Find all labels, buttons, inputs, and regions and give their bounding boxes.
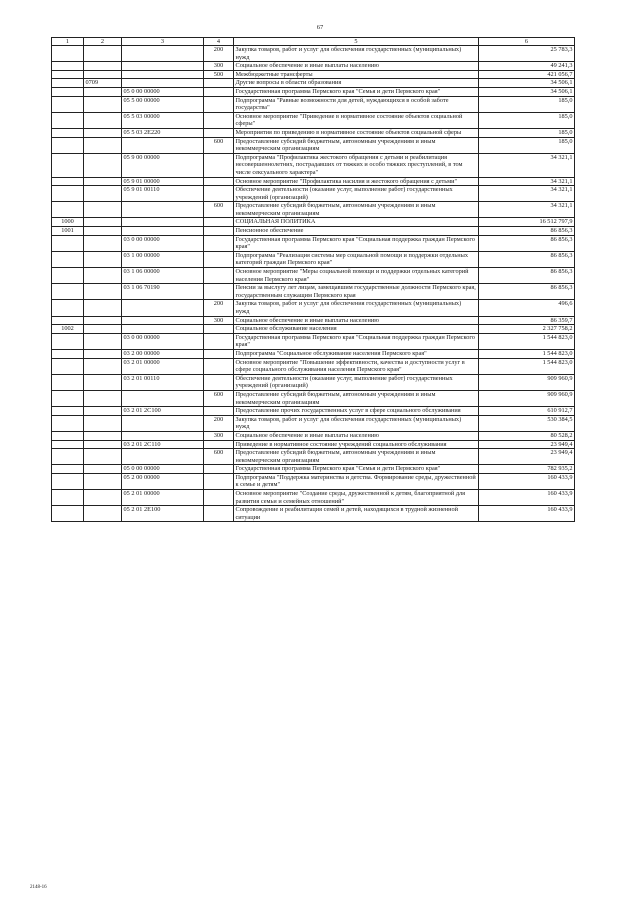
cell-subsection	[84, 325, 122, 334]
cell-name: Обеспечение деятельности (оказание услуг, выполнение работ) государственных учреждений (организаций)	[234, 374, 479, 390]
table-row	[52, 202, 575, 218]
cell-code	[122, 390, 204, 406]
table-row	[52, 349, 575, 358]
cell-name: Подпрограмма "Равные возможности для детей, нуждающихся в особой заботе государства"	[234, 96, 479, 112]
cell-subsection	[84, 218, 122, 227]
table-row	[52, 218, 575, 227]
cell-subsection	[84, 46, 122, 62]
cell-name: Основное мероприятие "Приведение в нормативное состояние объектов социальной сферы"	[234, 112, 479, 128]
cell-type	[204, 87, 234, 96]
cell-code: 05 9 01 00110	[122, 186, 204, 202]
footer-code: 2148-16	[30, 885, 47, 890]
cell-section	[52, 300, 84, 316]
table-row	[52, 407, 575, 416]
cell-name: Государственная программа Пермского края "Семья и дети Пермского края"	[234, 87, 479, 96]
table-row	[52, 79, 575, 88]
cell-subsection	[84, 490, 122, 506]
cell-code	[122, 62, 204, 71]
cell-section	[52, 202, 84, 218]
cell-subsection	[84, 465, 122, 474]
cell-section	[52, 235, 84, 251]
cell-subsection	[84, 128, 122, 137]
cell-amount: 160 433,9	[479, 506, 575, 522]
cell-name: Межбюджетные трансферты	[234, 70, 479, 79]
cell-section	[52, 70, 84, 79]
table-row	[52, 284, 575, 300]
cell-section	[52, 407, 84, 416]
cell-type	[204, 128, 234, 137]
cell-name: Обеспечение деятельности (оказание услуг, выполнение работ) государственных учреждений (организаций)	[234, 186, 479, 202]
cell-name: Подпрограмма "Социальное обслуживание населения Пермского края"	[234, 349, 479, 358]
cell-section	[52, 153, 84, 177]
cell-amount: 1 544 823,0	[479, 349, 575, 358]
table-row	[52, 358, 575, 374]
cell-amount: 23 949,4	[479, 449, 575, 465]
cell-section	[52, 465, 84, 474]
cell-name: Основное мероприятие "Создание среды, дружественной к детям, благоприятной для развития семьи и семейных отношений"	[234, 490, 479, 506]
table-row	[52, 473, 575, 489]
cell-section	[52, 316, 84, 325]
cell-subsection	[84, 415, 122, 431]
cell-amount: 909 960,9	[479, 390, 575, 406]
cell-code: 03 0 00 00000	[122, 333, 204, 349]
cell-name: Приведение в нормативное состояние учреждений социального обслуживания	[234, 440, 479, 449]
cell-type: 600	[204, 390, 234, 406]
cell-amount: 86 359,7	[479, 316, 575, 325]
cell-code: 03 2 01 00110	[122, 374, 204, 390]
cell-code	[122, 449, 204, 465]
cell-type	[204, 473, 234, 489]
header-cell-section: 1	[52, 38, 84, 46]
cell-code: 03 2 01 2С100	[122, 407, 204, 416]
cell-section	[52, 440, 84, 449]
cell-amount: 1 544 823,0	[479, 333, 575, 349]
cell-name: Мероприятия по приведению в нормативное состояние объектов социальной сферы	[234, 128, 479, 137]
cell-name: Предоставление субсидий бюджетным, автономным учреждениям и иным некоммерческим организациям	[234, 202, 479, 218]
cell-code: 03 1 00 00000	[122, 251, 204, 267]
cell-amount: 1 544 823,0	[479, 358, 575, 374]
cell-name: Государственная программа Пермского края "Семья и дети Пермского края"	[234, 465, 479, 474]
cell-name: Закупка товаров, работ и услуг для обеспечения государственных (муниципальных) нужд	[234, 415, 479, 431]
table-row	[52, 490, 575, 506]
cell-subsection: 0709	[84, 79, 122, 88]
cell-name: Социальное обслуживание населения	[234, 325, 479, 334]
cell-section	[52, 251, 84, 267]
cell-type	[204, 186, 234, 202]
cell-subsection	[84, 87, 122, 96]
cell-name: Основное мероприятие "Повышение эффективности, качества и доступности услуг в сфере социального обслуживания населения Пермского края"	[234, 358, 479, 374]
table-row	[52, 440, 575, 449]
table-row	[52, 300, 575, 316]
table-row	[52, 431, 575, 440]
cell-section	[52, 96, 84, 112]
cell-code	[122, 218, 204, 227]
header-cell-amount: 6	[479, 38, 575, 46]
cell-amount: 86 856,3	[479, 235, 575, 251]
cell-code: 05 9 00 00000	[122, 153, 204, 177]
cell-subsection	[84, 186, 122, 202]
table-row	[52, 449, 575, 465]
cell-name: Пенсионное обеспечение	[234, 227, 479, 236]
cell-amount: 25 783,3	[479, 46, 575, 62]
cell-subsection	[84, 449, 122, 465]
cell-name: Закупка товаров, работ и услуг для обеспечения государственных (муниципальных) нужд	[234, 300, 479, 316]
cell-name: Государственная программа Пермского края "Социальная поддержка граждан Пермского края"	[234, 235, 479, 251]
cell-type	[204, 153, 234, 177]
cell-subsection	[84, 473, 122, 489]
cell-type	[204, 227, 234, 236]
cell-type	[204, 325, 234, 334]
cell-section	[52, 186, 84, 202]
cell-subsection	[84, 431, 122, 440]
cell-code: 05 0 00 00000	[122, 465, 204, 474]
cell-subsection	[84, 153, 122, 177]
cell-amount: 86 856,3	[479, 284, 575, 300]
cell-name: Предоставление прочих государственных услуг в сфере социального обслуживания	[234, 407, 479, 416]
cell-section	[52, 415, 84, 431]
cell-code: 03 1 06 70190	[122, 284, 204, 300]
cell-name: Пенсии за выслугу лет лицам, замещавшим государственные должности Пермского края, государственным служащим Пермского края	[234, 284, 479, 300]
cell-section	[52, 449, 84, 465]
cell-amount: 23 949,4	[479, 440, 575, 449]
cell-type	[204, 79, 234, 88]
cell-name: Сопровождение и реабилитация семей и детей, находящихся в трудной жизненной ситуации	[234, 506, 479, 522]
header-cell-type: 4	[204, 38, 234, 46]
cell-type: 300	[204, 62, 234, 71]
cell-code: 05 2 00 00000	[122, 473, 204, 489]
table-row	[52, 325, 575, 334]
cell-amount: 34 506,1	[479, 87, 575, 96]
cell-amount: 34 321,1	[479, 177, 575, 186]
cell-amount: 34 321,1	[479, 186, 575, 202]
cell-name: Предоставление субсидий бюджетным, автономным учреждениям и иным некоммерческим организациям	[234, 390, 479, 406]
table-row	[52, 235, 575, 251]
cell-subsection	[84, 374, 122, 390]
cell-amount: 782 935,2	[479, 465, 575, 474]
cell-subsection	[84, 407, 122, 416]
cell-amount: 49 241,3	[479, 62, 575, 71]
table-row	[52, 62, 575, 71]
cell-type	[204, 490, 234, 506]
cell-type: 600	[204, 449, 234, 465]
cell-section	[52, 284, 84, 300]
cell-subsection	[84, 506, 122, 522]
cell-subsection	[84, 202, 122, 218]
cell-name: Другие вопросы в области образования	[234, 79, 479, 88]
cell-section	[52, 431, 84, 440]
cell-code	[122, 202, 204, 218]
cell-code	[122, 137, 204, 153]
cell-code: 03 2 00 00000	[122, 349, 204, 358]
table-row	[52, 268, 575, 284]
cell-type	[204, 506, 234, 522]
table-row	[52, 112, 575, 128]
cell-type: 300	[204, 431, 234, 440]
cell-name: Основное мероприятие "Меры социальной помощи и поддержки отдельных категорий населения Пермского края"	[234, 268, 479, 284]
cell-section	[52, 390, 84, 406]
cell-section	[52, 137, 84, 153]
cell-amount: 2 327 758,2	[479, 325, 575, 334]
table-row	[52, 415, 575, 431]
cell-type	[204, 407, 234, 416]
cell-code	[122, 227, 204, 236]
cell-type: 200	[204, 300, 234, 316]
cell-subsection	[84, 227, 122, 236]
cell-subsection	[84, 349, 122, 358]
cell-section	[52, 374, 84, 390]
cell-type	[204, 268, 234, 284]
cell-type: 600	[204, 202, 234, 218]
cell-section: 1002	[52, 325, 84, 334]
cell-subsection	[84, 268, 122, 284]
table-row	[52, 333, 575, 349]
cell-type	[204, 177, 234, 186]
table-row	[52, 506, 575, 522]
cell-type	[204, 251, 234, 267]
cell-subsection	[84, 440, 122, 449]
cell-amount: 185,0	[479, 96, 575, 112]
header-row	[52, 38, 575, 46]
cell-amount: 496,6	[479, 300, 575, 316]
cell-code: 05 0 00 00000	[122, 87, 204, 96]
cell-subsection	[84, 177, 122, 186]
cell-section: 1000	[52, 218, 84, 227]
cell-amount: 610 912,7	[479, 407, 575, 416]
cell-amount: 909 960,9	[479, 374, 575, 390]
cell-section: 1001	[52, 227, 84, 236]
cell-name: Социальное обеспечение и иные выплаты населению	[234, 431, 479, 440]
table-row	[52, 465, 575, 474]
cell-subsection	[84, 300, 122, 316]
table-row	[52, 96, 575, 112]
table-row	[52, 70, 575, 79]
cell-amount: 421 056,7	[479, 70, 575, 79]
cell-code: 05 5 00 00000	[122, 96, 204, 112]
cell-subsection	[84, 316, 122, 325]
table-row	[52, 128, 575, 137]
cell-section	[52, 46, 84, 62]
cell-code: 05 5 03 2Е220	[122, 128, 204, 137]
cell-type	[204, 235, 234, 251]
cell-amount: 185,0	[479, 128, 575, 137]
cell-type	[204, 284, 234, 300]
cell-name: Закупка товаров, работ и услуг для обеспечения государственных (муниципальных) нужд	[234, 46, 479, 62]
cell-code	[122, 79, 204, 88]
cell-section	[52, 177, 84, 186]
cell-section	[52, 112, 84, 128]
cell-code	[122, 316, 204, 325]
cell-type	[204, 333, 234, 349]
cell-code: 05 9 01 00000	[122, 177, 204, 186]
cell-name: Государственная программа Пермского края "Социальная поддержка граждан Пермского края"	[234, 333, 479, 349]
cell-type	[204, 96, 234, 112]
cell-subsection	[84, 284, 122, 300]
table-row	[52, 374, 575, 390]
table-row	[52, 177, 575, 186]
cell-amount: 185,0	[479, 137, 575, 153]
cell-subsection	[84, 112, 122, 128]
cell-section	[52, 268, 84, 284]
cell-code: 05 5 03 00000	[122, 112, 204, 128]
cell-code	[122, 415, 204, 431]
table-row	[52, 186, 575, 202]
cell-section	[52, 62, 84, 71]
cell-code	[122, 70, 204, 79]
cell-subsection	[84, 251, 122, 267]
cell-name: Подпрограмма "Поддержка материнства и детства. Формирование среды, дружественной к семье и детям"	[234, 473, 479, 489]
cell-subsection	[84, 70, 122, 79]
cell-type	[204, 465, 234, 474]
cell-code: 03 0 00 00000	[122, 235, 204, 251]
cell-code: 03 2 01 00000	[122, 358, 204, 374]
table-row	[52, 87, 575, 96]
table-row	[52, 251, 575, 267]
cell-section	[52, 128, 84, 137]
cell-code	[122, 300, 204, 316]
cell-type: 200	[204, 46, 234, 62]
table-row	[52, 390, 575, 406]
cell-amount: 16 512 797,9	[479, 218, 575, 227]
cell-amount: 185,0	[479, 112, 575, 128]
cell-type: 200	[204, 415, 234, 431]
budget-table-body	[52, 38, 575, 522]
table-row	[52, 137, 575, 153]
cell-code: 05 2 01 00000	[122, 490, 204, 506]
cell-code: 05 2 01 2Е100	[122, 506, 204, 522]
header-cell-subsection: 2	[84, 38, 122, 46]
cell-subsection	[84, 333, 122, 349]
cell-code	[122, 431, 204, 440]
cell-type: 300	[204, 316, 234, 325]
cell-section	[52, 333, 84, 349]
cell-name: Предоставление субсидий бюджетным, автономным учреждениям и иным некоммерческим организациям	[234, 449, 479, 465]
cell-type	[204, 374, 234, 390]
cell-subsection	[84, 235, 122, 251]
cell-amount: 160 433,9	[479, 473, 575, 489]
cell-section	[52, 473, 84, 489]
cell-amount: 80 528,2	[479, 431, 575, 440]
table-row	[52, 153, 575, 177]
cell-name: Подпрограмма "Профилактика жестокого обращения с детьми и реабилитация несовершеннолетних, пострадавших от тяжких и особо тяжких преступлений, в том числе сексуального характера"	[234, 153, 479, 177]
cell-name: Подпрограмма "Реализация системы мер социальной помощи и поддержки отдельных категорий граждан Пермского края"	[234, 251, 479, 267]
cell-section	[52, 87, 84, 96]
page-number: 67	[316, 24, 324, 31]
cell-amount: 530 384,5	[479, 415, 575, 431]
cell-amount: 34 321,1	[479, 202, 575, 218]
cell-subsection	[84, 390, 122, 406]
cell-code: 03 1 06 00000	[122, 268, 204, 284]
cell-code	[122, 46, 204, 62]
cell-code	[122, 325, 204, 334]
cell-name: СОЦИАЛЬНАЯ ПОЛИТИКА	[234, 218, 479, 227]
cell-amount: 34 506,1	[479, 79, 575, 88]
cell-subsection	[84, 358, 122, 374]
cell-type	[204, 358, 234, 374]
cell-subsection	[84, 96, 122, 112]
table-row	[52, 316, 575, 325]
table-row	[52, 227, 575, 236]
cell-type	[204, 440, 234, 449]
cell-amount: 34 321,1	[479, 153, 575, 177]
header-cell-name: 5	[234, 38, 479, 46]
cell-subsection	[84, 62, 122, 71]
cell-amount: 86 856,3	[479, 227, 575, 236]
cell-name: Предоставление субсидий бюджетным, автономным учреждениям и иным некоммерческим организациям	[234, 137, 479, 153]
cell-section	[52, 79, 84, 88]
table-row	[52, 46, 575, 62]
cell-amount: 86 856,3	[479, 251, 575, 267]
cell-subsection	[84, 137, 122, 153]
cell-type	[204, 349, 234, 358]
cell-section	[52, 349, 84, 358]
header-cell-code: 3	[122, 38, 204, 46]
cell-amount: 86 856,3	[479, 268, 575, 284]
cell-name: Основное мероприятие "Профилактика насилия и жестокого обращения с детьми"	[234, 177, 479, 186]
cell-name: Социальное обеспечение и иные выплаты населению	[234, 316, 479, 325]
cell-code: 03 2 01 2С110	[122, 440, 204, 449]
cell-type	[204, 112, 234, 128]
cell-type: 500	[204, 70, 234, 79]
budget-table	[51, 37, 575, 522]
cell-type	[204, 218, 234, 227]
cell-section	[52, 506, 84, 522]
cell-section	[52, 490, 84, 506]
cell-section	[52, 358, 84, 374]
cell-amount: 160 433,9	[479, 490, 575, 506]
cell-type: 600	[204, 137, 234, 153]
cell-name: Социальное обеспечение и иные выплаты населению	[234, 62, 479, 71]
